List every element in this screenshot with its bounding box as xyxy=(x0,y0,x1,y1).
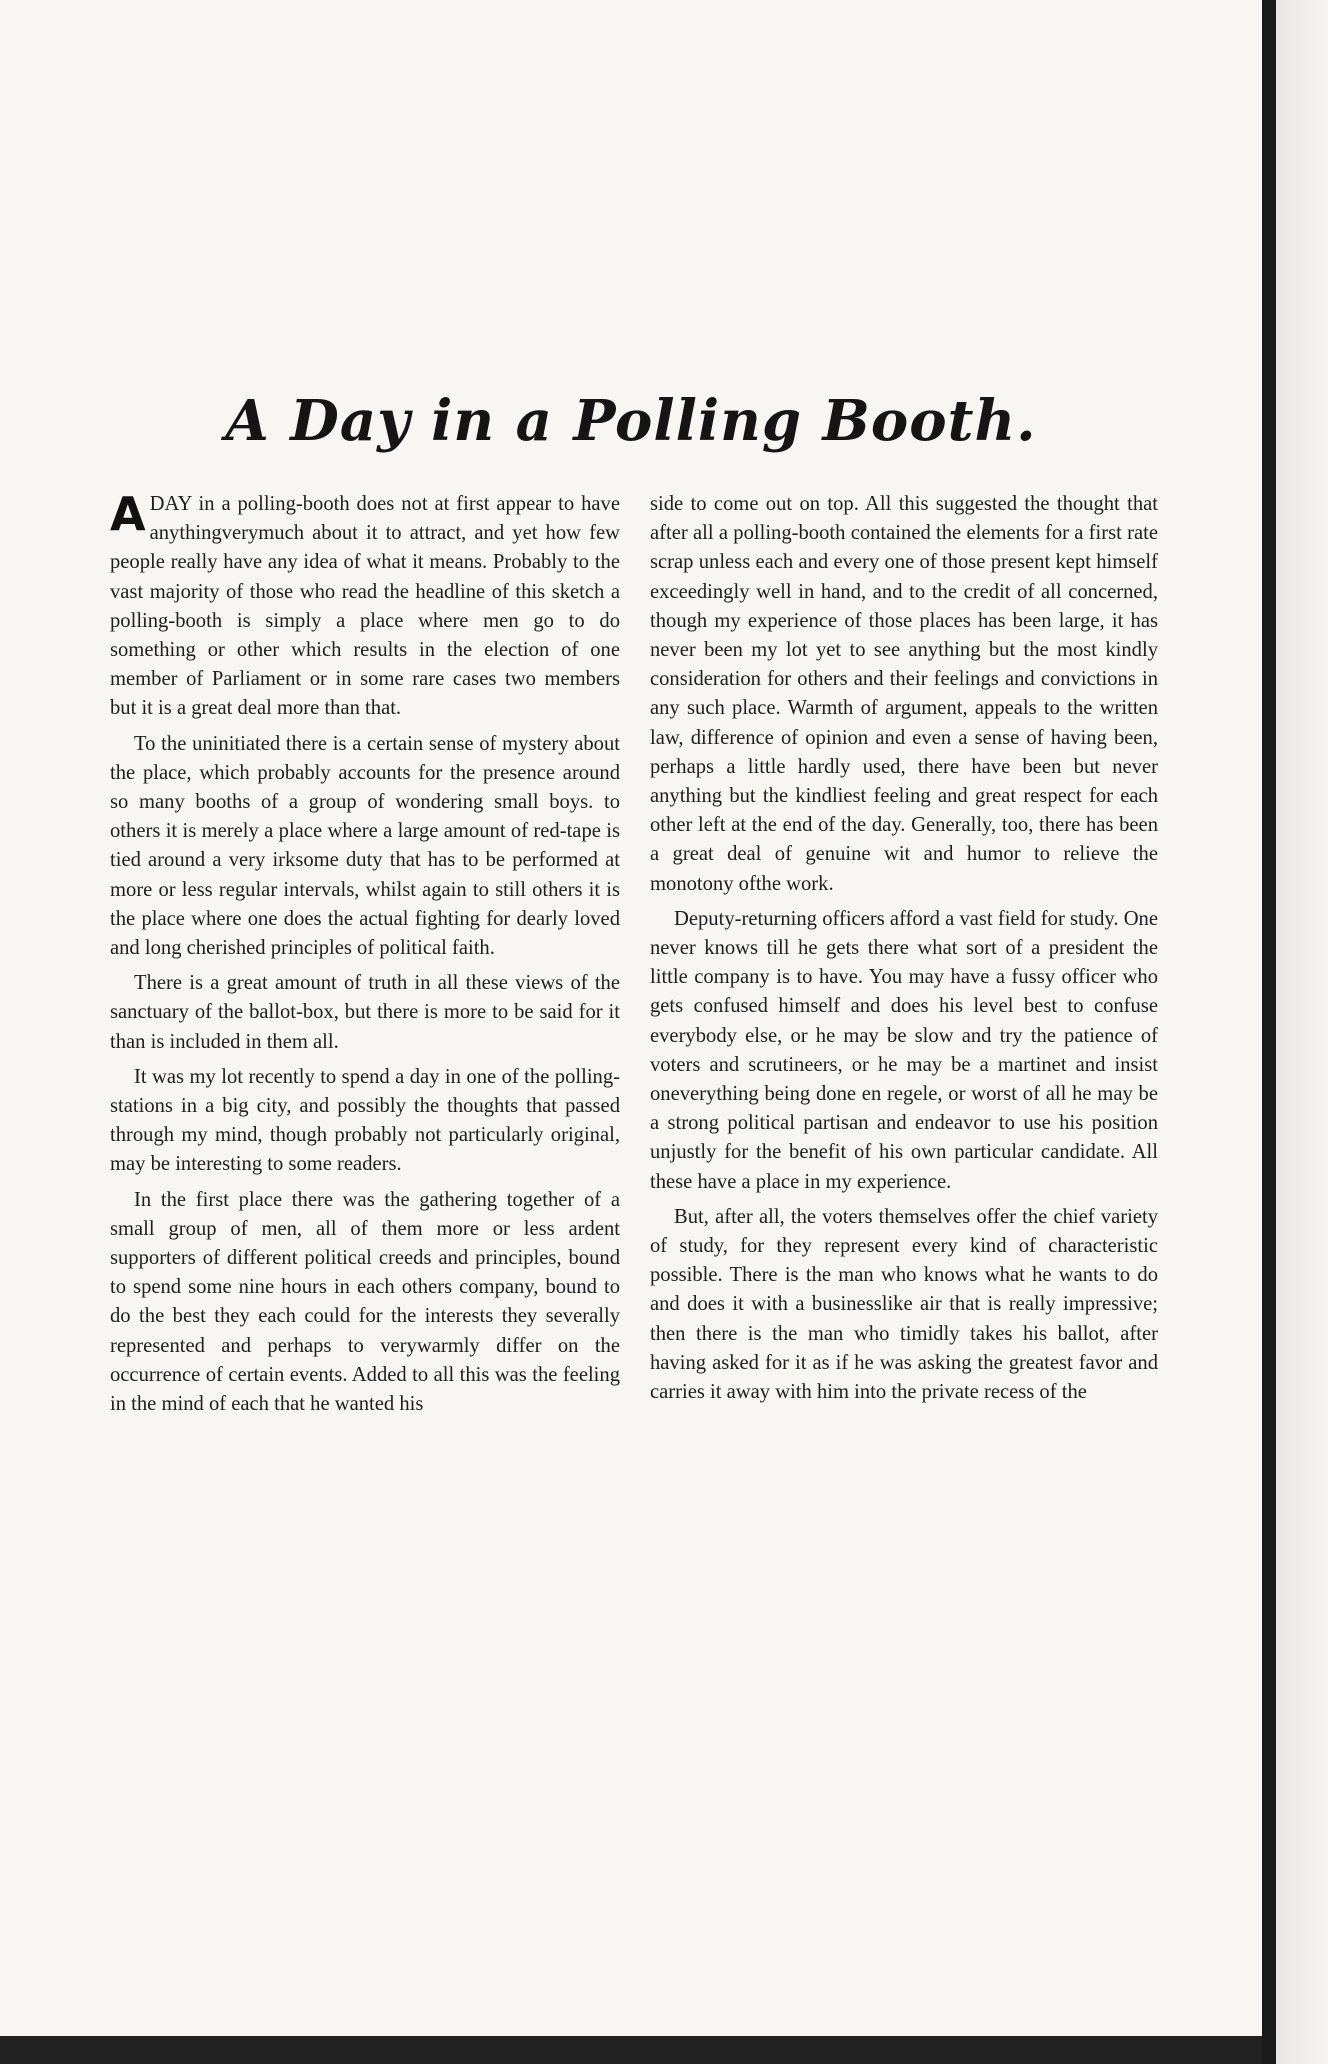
paragraph: In the first place there was the gathering together of a small group of men, all of them more or less ardent supporters of different political creeds and principles, bound to spend some nine hours in each others company, bound to do the best they each could for the interests they severally represented and perhaps to verywarmly differ on the occurrence of certain events. Added to all this was the feeling in the mind of each that he wanted his xyxy=(110,1188,620,1416)
paragraph xyxy=(110,487,620,724)
paragraph: But, after all, the voters themselves offer the chief variety of study, for they represent every kind of characteristic possible. There is the man who knows what he wants to do and does it with a businesslike air that is really impressive; then there is the man who timidly takes his ballot, after having asked for it as if he was asking the greatest favor and carries it away with him into the private recess of the xyxy=(650,1205,1158,1404)
paragraph: It was my lot recently to spend a day in one of the polling-stations in a big city, and possibly the thoughts that passed through my mind, though probably not particularly original, may be interesting to some readers. xyxy=(110,1065,620,1176)
paragraph-text: DAY in a polling-booth does not at first appear to have anythingverymuch about it to attract, and yet how few people really have any idea of what it means. Probably to the vast majority of those who read the headline of this sketch a polling-booth is simply a place where men go to do something or other which results in the election of one member of Parliament or in some rare cases two members but it is a great deal more than that. xyxy=(110,493,620,720)
paragraph: Deputy-returning officers afford a vast field for study. One never knows till he gets there what sort of a president the little company is to have. You may have a fussy officer who gets confused himself and does his level best to confuse everybody else, or he may be slow and try the patience of voters and scrutineers, or he may be a martinet and insist oneverything being done en regele, or worst of all he may be a strong political partisan and endeavor to use his position unjustly for the benefit of his own particular candidate. All these have a place in my experience. xyxy=(650,907,1158,1193)
scan-bottom-edge xyxy=(0,2036,1262,2064)
right-column xyxy=(650,490,1158,1413)
paragraph: To the uninitiated there is a certain sense of mystery about the place, which probably accounts for the presence around so many booths of a group of wondering small boys. to others it is merely a place where a large amount of red-tape is tied around a very irksome duty that has to be performed at more or less regular intervals, whilst again to still others it is the place where one does the actual fighting for dearly loved and long cherished principles of political faith. xyxy=(110,732,620,960)
drop-cap: A xyxy=(110,487,146,541)
paragraph: There is a great amount of truth in all these views of the sanctuary of the ballot-box, but there is more to be said for it than is included in them all. xyxy=(110,972,620,1053)
article-title: A Day in a Polling Booth. xyxy=(225,387,1037,454)
left-column xyxy=(110,487,620,1425)
page-binding-edge xyxy=(1262,0,1328,2064)
paragraph: side to come out on top. All this suggested the thought that after all a polling-booth contained the elements for a first rate scrap unless each and every one of those present kept himself exceedingly well in hand, and to the credit of all concerned, though my experience of those places has been large, it has never been my lot yet to see anything but the most kindly consideration for others and their feelings and convictions in any such place. Warmth of argument, appeals to the written law, difference of opinion and even a sense of having been, perhaps a little hardly used, there have been but never anything but the kindliest feeling and great respect for each other left at the end of the day. Generally, too, there has been a great deal of genuine wit and humor to relieve the monotony ofthe work. xyxy=(650,493,1158,895)
